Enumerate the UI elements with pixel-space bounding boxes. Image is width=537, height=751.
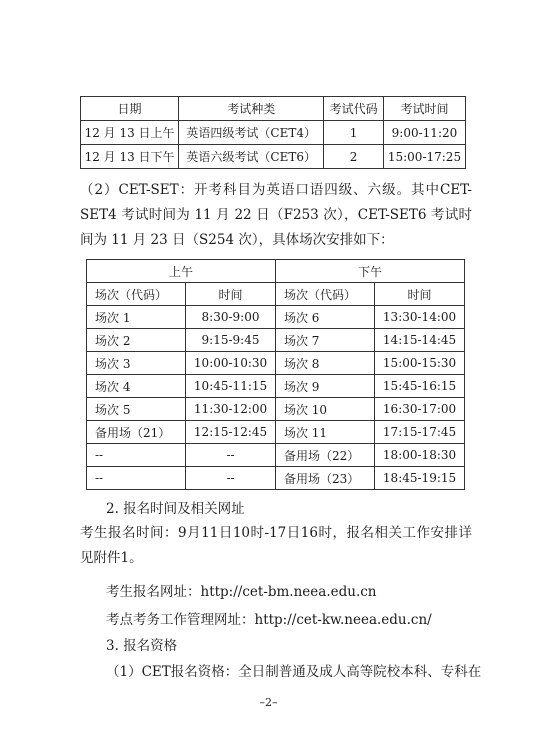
table-cell: 场次 9: [275, 375, 374, 398]
table-cell: 18:45-19:15: [375, 467, 465, 490]
table-cell: 9:15-9:45: [186, 329, 276, 352]
table-cell: 18:00-18:30: [375, 444, 465, 467]
section-3-heading: 3. 报名资格: [106, 638, 178, 654]
table-cell: 场次 1: [87, 306, 186, 329]
table-cell: 场次 8: [275, 352, 374, 375]
table-cell: 1: [324, 121, 384, 145]
table-cell: 场次 7: [275, 329, 374, 352]
table-cell: 场次 4: [87, 375, 186, 398]
table-row: [87, 375, 465, 398]
table-row: [87, 306, 465, 329]
morning-label: 上午: [87, 260, 276, 283]
table-cell: 12:15-12:45: [186, 421, 276, 444]
table-cell: 场次 11: [275, 421, 374, 444]
table-cell: 场次 2: [87, 329, 186, 352]
table-cell: 10:00-10:30: [186, 352, 276, 375]
table-header-row: [87, 283, 465, 306]
header-cell: 考试代码: [324, 97, 384, 121]
table-row: [87, 444, 465, 467]
table-cell: --: [87, 467, 186, 490]
header-cell: 日期: [81, 97, 179, 121]
table-cell: 场次 3: [87, 352, 186, 375]
table-cell: 15:00-17:25: [383, 145, 465, 169]
table-cell: 2: [324, 145, 384, 169]
table-cell: 12 月 13 日上午: [81, 121, 179, 145]
header-cell: 时间: [186, 283, 276, 306]
table-cell: 英语六级考试（CET6）: [179, 145, 324, 169]
table-cell: 英语四级考试（CET4）: [179, 121, 324, 145]
table-cell: --: [186, 444, 276, 467]
table-cell: 17:15-17:45: [375, 421, 465, 444]
table-cell: 场次 10: [275, 398, 374, 421]
table-cell: 10:45-11:15: [186, 375, 276, 398]
table-row: [87, 352, 465, 375]
table-row: [87, 329, 465, 352]
table-cell: 备用场（22）: [275, 444, 374, 467]
table-cell: 场次 6: [275, 306, 374, 329]
cet-set-paragraph: （2）CET-SET：开考科目为英语口语四级、六级。其中CET-SET4 考试时间为 11 月 22 日（F253 次），CET-SET6 考试时间为 11 月 23 日（S254 次），具体场次安排如下：: [80, 182, 472, 248]
table-row: [87, 421, 465, 444]
table-row: [81, 121, 466, 145]
header-cell: 考试时间: [383, 97, 465, 121]
table-row: [87, 398, 465, 421]
table-cell: 备用场（23）: [275, 467, 374, 490]
header-cell: 时间: [375, 283, 465, 306]
session-schedule-table: [86, 259, 465, 490]
table-header-row: [81, 97, 466, 121]
table-period-row: [87, 260, 465, 283]
table-cell: 16:30-17:00: [375, 398, 465, 421]
table-cell: 12 月 13 日下午: [81, 145, 179, 169]
page-number: –2–: [259, 696, 278, 709]
table-cell: 15:45-16:15: [375, 375, 465, 398]
afternoon-label: 下午: [275, 260, 464, 283]
table-cell: 8:30-9:00: [186, 306, 276, 329]
table-cell: 13:30-14:00: [375, 306, 465, 329]
header-cell: 场次（代码）: [87, 283, 186, 306]
table-cell: 15:00-15:30: [375, 352, 465, 375]
registration-site-line: 考生报名网址：http://cet-bm.neea.edu.cn: [106, 584, 377, 600]
table-cell: --: [87, 444, 186, 467]
header-cell: 考试种类: [179, 97, 324, 121]
table-cell: 场次 5: [87, 398, 186, 421]
table-row: [87, 467, 465, 490]
table-cell: --: [186, 467, 276, 490]
table-cell: 11:30-12:00: [186, 398, 276, 421]
eligibility-paragraph: （1）CET报名资格：全日制普通及成人高等院校本科、专科在: [106, 664, 482, 680]
table-cell: 9:00-11:20: [383, 121, 465, 145]
section-2-heading: 2. 报名时间及相关网址: [106, 501, 245, 517]
exam-schedule-table: [80, 96, 466, 169]
header-cell: 场次（代码）: [275, 283, 374, 306]
admin-site-line: 考点考务工作管理网址：http://cet-kw.neea.edu.cn/: [106, 612, 432, 628]
table-cell: 14:15-14:45: [375, 329, 465, 352]
registration-time-paragraph: 考生报名时间：9月11日10时-17日16时，报名相关工作安排详见附件1。: [80, 525, 472, 566]
table-cell: 备用场（21）: [87, 421, 186, 444]
table-row: [81, 145, 466, 169]
